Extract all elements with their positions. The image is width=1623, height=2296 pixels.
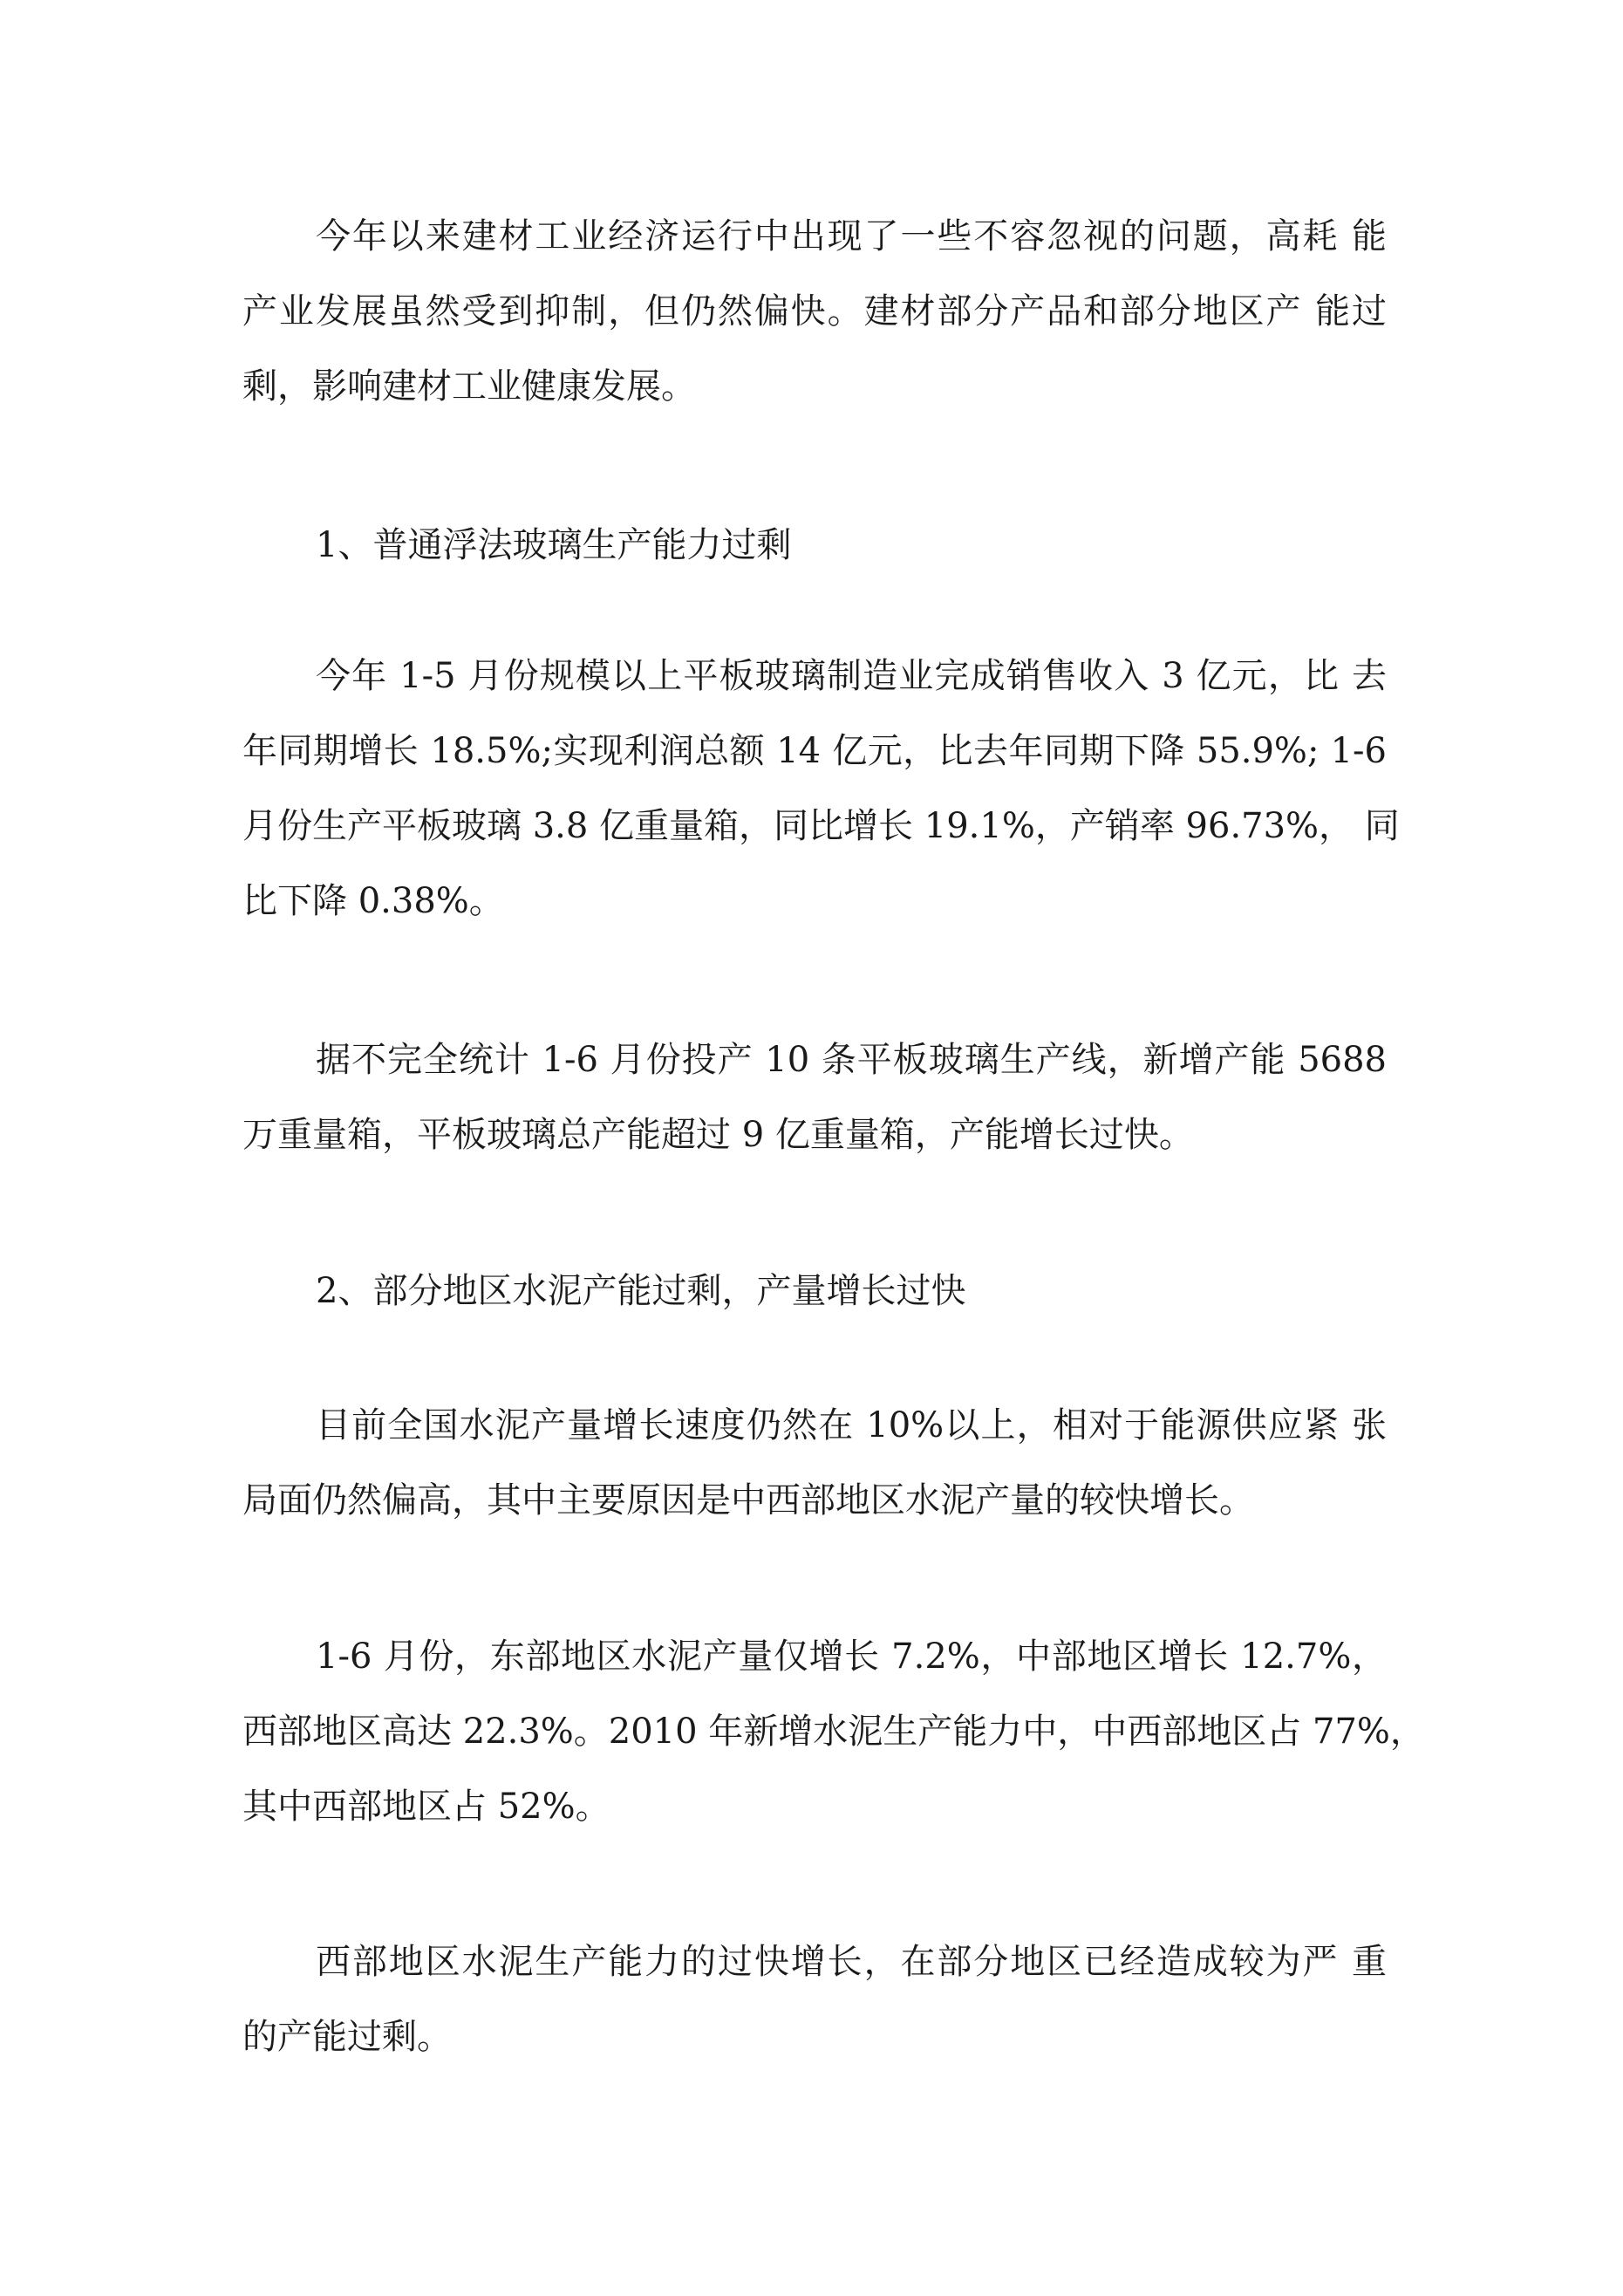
paragraph-line: 今年以来建材工业经济运行中出现了一些不容忽视的问题，高耗 能 [316, 216, 1387, 256]
paragraph-line: 西部地区高达 22.3%。2010 年新增水泥生产能力中，中西部地区占 77%， [242, 1712, 1425, 1752]
paragraph-glass-sales [242, 639, 1400, 939]
paragraph-west-overcapacity [242, 1924, 1387, 2074]
paragraph-line: 其中西部地区占 52%。 [242, 1787, 610, 1827]
paragraph-line: 1-6 月份，东部地区水泥产量仅增长 7.2%，中部地区增长 12.7%， [316, 1637, 1387, 1677]
section-heading-2: 2、部分地区水泥产能过剩，产量增长过快 [316, 1271, 966, 1311]
section-heading-1: 1、普通浮法玻璃生产能力过剩 [316, 525, 792, 565]
paragraph-line: 年同期增长 18.5%;实现利润总额 14 亿元，比去年同期下降 55.9%; 1-6 [242, 731, 1387, 771]
paragraph-line: 西部地区水泥生产能力的过快增长，在部分地区已经造成较为严 重 [316, 1942, 1387, 1982]
paragraph-line: 今年 1-5 月份规模以上平板玻璃制造业完成销售收入 3 亿元，比 去 [316, 656, 1387, 696]
paragraph-line: 的产能过剩。 [242, 2017, 452, 2057]
paragraph-line: 目前全国水泥产量增长速度仍然在 10%以上，相对于能源供应紧 张 [316, 1405, 1387, 1445]
paragraph-line: 月份生产平板玻璃 3.8 亿重量箱，同比增长 19.1%，产销率 96.73%， 同 [242, 806, 1400, 846]
paragraph-line: 万重量箱，平板玻璃总产能超过 9 亿重量箱，产能增长过快。 [242, 1115, 1194, 1155]
paragraph-line: 产业发展虽然受到抑制，但仍然偏快。建材部分产品和部分地区产 能过 [242, 291, 1387, 331]
paragraph-cement-growth [242, 1388, 1387, 1538]
paragraph-glass-capacity [242, 1022, 1387, 1172]
paragraph-line: 剩，影响建材工业健康发展。 [242, 366, 696, 407]
paragraph-intro [242, 199, 1387, 424]
paragraph-cement-regions [242, 1619, 1425, 1844]
paragraph-line: 据不完全统计 1-6 月份投产 10 条平板玻璃生产线，新增产能 5688 [316, 1040, 1387, 1080]
paragraph-line: 局面仍然偏高，其中主要原因是中西部地区水泥产量的较快增长。 [242, 1480, 1254, 1520]
paragraph-line: 比下降 0.38%。 [242, 881, 504, 921]
